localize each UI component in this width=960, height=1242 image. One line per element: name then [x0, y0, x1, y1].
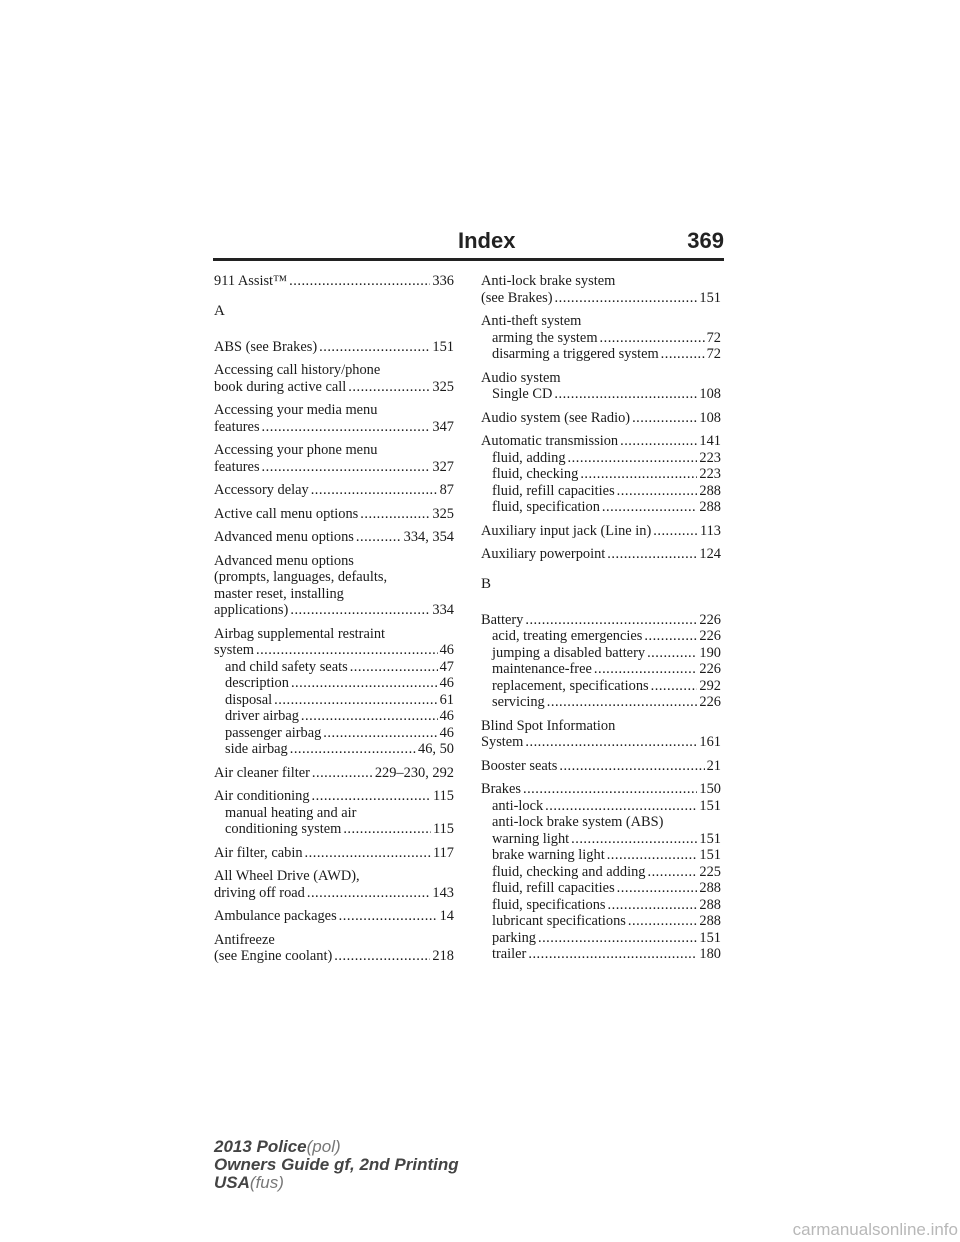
entry-page-ref: 46, 50 — [418, 741, 454, 757]
index-entry — [481, 370, 721, 403]
entry-term: fluid, adding — [492, 449, 566, 466]
entry-term: Air filter, cabin — [214, 844, 303, 861]
entry-term: (see Engine coolant) — [214, 948, 333, 964]
index-entry — [214, 273, 454, 290]
entry-page-ref: 288 — [699, 880, 721, 896]
entry-page-ref: 218 — [432, 948, 454, 964]
index-entry — [481, 313, 721, 363]
dot-leader — [343, 821, 431, 838]
footer-market-code: (fus) — [249, 1173, 284, 1192]
dot-leader — [647, 645, 697, 662]
index-subentry-line — [481, 330, 721, 347]
index-entry — [214, 362, 454, 395]
dot-leader — [290, 602, 430, 619]
dot-leader — [617, 880, 698, 897]
dot-leader — [262, 419, 431, 436]
entry-page-ref: 47 — [439, 658, 454, 675]
index-subentry-line — [214, 805, 454, 822]
index-entry-line — [214, 506, 454, 523]
header-rule — [213, 258, 724, 261]
index-entry — [481, 758, 721, 775]
index-entry-line — [214, 553, 454, 570]
entry-term: Accessing your media menu — [214, 402, 378, 418]
index-subentry-line — [214, 821, 454, 838]
index-entry-line — [214, 765, 454, 782]
entry-term: system — [214, 642, 254, 658]
entry-page-ref: 226 — [699, 694, 721, 710]
index-subentry-line — [481, 386, 721, 403]
index-entry — [214, 339, 454, 356]
entry-term: Advanced menu options — [214, 529, 354, 545]
entry-term: disposal — [225, 691, 273, 708]
index-entry-line — [481, 273, 721, 290]
dot-leader — [291, 675, 438, 692]
entry-term: lubricant specifications — [492, 913, 626, 929]
dot-leader — [644, 628, 697, 645]
entry-term: ABS (see Brakes) — [214, 338, 318, 355]
index-entry — [481, 523, 721, 540]
index-entry-line — [214, 402, 454, 419]
footer — [214, 1138, 459, 1192]
entry-term: (see Brakes) — [481, 289, 553, 306]
entry-page-ref: 113 — [699, 522, 721, 539]
index-subentry-line — [481, 694, 721, 711]
page-title: Index — [458, 228, 516, 253]
index-subentry-line — [481, 466, 721, 483]
entry-term: servicing — [492, 694, 545, 710]
entry-term: book during active call — [214, 378, 347, 395]
dot-leader — [608, 897, 698, 914]
dot-leader — [256, 642, 438, 659]
entry-term: conditioning system — [225, 821, 342, 837]
entry-term: Accessory delay — [214, 482, 309, 498]
entry-term: fluid, refill capacities — [492, 880, 615, 896]
dot-leader — [628, 913, 698, 930]
entry-page-ref: 115 — [432, 788, 454, 804]
entry-page-ref: 46 — [439, 708, 454, 724]
entry-page-ref: 61 — [439, 691, 454, 708]
dot-leader — [568, 450, 698, 467]
index-subentry-line — [481, 483, 721, 500]
index-subentry-line — [481, 645, 721, 662]
dot-leader — [554, 386, 697, 403]
dot-leader — [348, 379, 430, 396]
index-entry — [481, 273, 721, 306]
dot-leader — [600, 330, 705, 347]
entry-page-ref: 46 — [439, 675, 454, 691]
dot-leader — [525, 612, 697, 629]
dot-leader — [290, 741, 416, 758]
index-subentry-line — [481, 346, 721, 363]
index-entry — [214, 626, 454, 758]
entry-term: master reset, installing — [214, 585, 344, 602]
dot-leader — [323, 725, 437, 742]
entry-term: anti-lock brake system (ABS) — [492, 814, 664, 830]
entry-term: Air cleaner filter — [214, 764, 310, 781]
index-entry — [214, 529, 454, 546]
entry-term: Auxiliary powerpoint — [481, 546, 606, 562]
entry-page-ref: 150 — [699, 781, 721, 797]
dot-leader — [305, 845, 431, 862]
dot-leader — [555, 290, 698, 307]
entry-term: parking — [492, 929, 536, 946]
entry-term: anti-lock — [492, 797, 544, 814]
index-entry — [214, 908, 454, 925]
entry-term: Advanced menu options — [214, 552, 354, 569]
entry-term: Battery — [481, 611, 524, 628]
entry-page-ref: 161 — [699, 734, 721, 750]
index-entry — [481, 410, 721, 427]
entry-page-ref: 124 — [699, 546, 721, 562]
entry-term: Auxiliary input jack (Line in) — [481, 522, 652, 539]
footer-line-1 — [214, 1138, 459, 1156]
entry-term: System — [481, 734, 524, 750]
entry-page-ref: 14 — [439, 908, 454, 924]
entry-term: fluid, specifications — [492, 896, 606, 913]
entry-page-ref: 288 — [699, 913, 721, 929]
entry-term: Audio system (see Radio) — [481, 409, 631, 426]
entry-term: Air conditioning — [214, 788, 310, 804]
dot-leader — [360, 506, 430, 523]
footer-guide: Owners Guide gf, 2nd Printing — [214, 1155, 459, 1174]
entry-term: Blind Spot Information — [481, 717, 616, 734]
entry-term: arming the system — [492, 329, 598, 346]
dot-leader — [311, 482, 438, 499]
dot-leader — [312, 788, 431, 805]
entry-page-ref: 334, 354 — [403, 529, 454, 545]
entry-term: Single CD — [492, 386, 553, 402]
dot-leader — [653, 523, 698, 540]
dot-leader — [356, 529, 402, 546]
footer-model-code: (pol) — [306, 1137, 341, 1156]
index-entry-line — [214, 482, 454, 499]
entry-term: and child safety seats — [225, 658, 348, 675]
dot-leader — [339, 908, 438, 925]
dot-leader — [334, 948, 430, 965]
entry-term: disarming a triggered system — [492, 346, 659, 362]
footer-line-3 — [214, 1174, 459, 1192]
footer-model: 2013 Police — [214, 1137, 307, 1156]
entry-term: description — [225, 675, 289, 691]
entry-term: jumping a disabled battery — [492, 644, 646, 661]
index-subentry-line — [214, 708, 454, 725]
index-entry-line — [214, 586, 454, 603]
entry-page-ref: 226 — [699, 611, 721, 628]
entry-term: driver airbag — [225, 708, 299, 724]
index-entry-line — [214, 529, 454, 546]
entry-page-ref: 72 — [706, 329, 721, 346]
entry-term: Automatic transmission — [481, 433, 619, 449]
index-subentry-line — [214, 659, 454, 676]
dot-leader — [523, 781, 697, 798]
index-entry-line — [481, 313, 721, 330]
entry-term: Antifreeze — [214, 931, 275, 948]
page-header — [213, 228, 724, 274]
index-entry-line — [481, 290, 721, 307]
index-entry — [481, 781, 721, 963]
dot-leader — [538, 930, 697, 947]
index-subentry-line — [481, 913, 721, 930]
entry-page-ref: 327 — [432, 458, 454, 475]
dot-leader — [312, 765, 373, 782]
entry-term: Booster seats — [481, 757, 558, 774]
entry-page-ref: 151 — [699, 847, 721, 863]
index-entry-line — [481, 718, 721, 735]
index-entry — [214, 402, 454, 435]
entry-page-ref: 223 — [699, 449, 721, 466]
index-entry-line — [481, 433, 721, 450]
index-subentry-line — [481, 880, 721, 897]
entry-term: features — [214, 458, 260, 475]
dot-leader — [545, 798, 697, 815]
index-entry-line — [214, 379, 454, 396]
index-entry — [214, 788, 454, 838]
dot-leader — [350, 659, 438, 676]
entry-page-ref: 87 — [439, 482, 454, 498]
index-entry — [214, 932, 454, 965]
entry-term: All Wheel Drive (AWD), — [214, 868, 360, 884]
index-subentry-line — [481, 864, 721, 881]
watermark: carmanualsonline.info — [792, 1220, 958, 1239]
index-entry-line — [481, 523, 721, 540]
dot-leader — [617, 483, 698, 500]
index-entry-line — [214, 948, 454, 965]
index-entry-line — [214, 626, 454, 643]
dot-leader — [607, 546, 697, 563]
entry-term: trailer — [492, 946, 527, 962]
index-entry-line — [214, 932, 454, 949]
dot-leader — [274, 692, 437, 709]
entry-term: (prompts, languages, defaults, — [214, 569, 388, 585]
entry-page-ref: 151 — [699, 289, 721, 306]
index-entry — [481, 546, 721, 563]
entry-term: side airbag — [225, 741, 288, 757]
entry-page-ref: 72 — [706, 346, 721, 362]
index-entry-line — [214, 273, 454, 290]
index-entry-line — [214, 569, 454, 586]
entry-term: acid, treating emergencies — [492, 628, 643, 644]
index-entry — [214, 845, 454, 862]
entry-page-ref: 347 — [432, 418, 454, 435]
entry-page-ref: 325 — [432, 378, 454, 395]
entry-term: Anti-theft system — [481, 313, 582, 329]
index-entry-line — [214, 339, 454, 356]
entry-page-ref: 334 — [432, 602, 454, 618]
entry-page-ref: 336 — [432, 273, 454, 289]
entry-term: fluid, checking — [492, 466, 579, 482]
entry-page-ref: 288 — [699, 499, 721, 515]
index-entry-line — [481, 734, 721, 751]
entry-term: warning light — [492, 830, 570, 847]
entry-page-ref: 21 — [706, 757, 721, 774]
dot-leader — [620, 433, 697, 450]
index-entry — [214, 765, 454, 782]
entry-term: fluid, checking and adding — [492, 863, 646, 880]
index-column-left — [214, 273, 454, 972]
entry-term: applications) — [214, 602, 289, 618]
index-entry — [214, 868, 454, 901]
index-entry-line — [481, 546, 721, 563]
index-subentry-line — [214, 692, 454, 709]
dot-leader — [289, 273, 430, 290]
entry-term: passenger airbag — [225, 724, 322, 741]
index-subentry-line — [214, 725, 454, 742]
entry-page-ref: 223 — [699, 466, 721, 482]
entry-page-ref: 108 — [699, 409, 721, 426]
entry-term: Accessing call history/phone — [214, 362, 381, 378]
index-entry-line — [214, 868, 454, 885]
entry-page-ref: 226 — [699, 628, 721, 644]
entry-term: brake warning light — [492, 847, 605, 863]
index-letter-heading: B — [481, 575, 492, 592]
index-subentry-line — [481, 946, 721, 963]
entry-term: Ambulance packages — [214, 908, 337, 924]
entry-page-ref: 226 — [699, 661, 721, 677]
index-subentry-line — [214, 675, 454, 692]
index-subentry-line — [481, 831, 721, 848]
index-entry-line — [214, 642, 454, 659]
entry-page-ref: 292 — [699, 677, 721, 694]
index-subentry-line — [481, 814, 721, 831]
dot-leader — [528, 946, 697, 963]
footer-market: USA — [214, 1173, 250, 1192]
dot-leader — [307, 885, 431, 902]
entry-page-ref: 151 — [699, 929, 721, 946]
entry-term: replacement, specifications — [492, 677, 649, 694]
index-entry — [481, 718, 721, 751]
dot-leader — [301, 708, 438, 725]
dot-leader — [661, 346, 705, 363]
dot-leader — [559, 758, 704, 775]
index-entry — [214, 506, 454, 523]
index-entry — [481, 612, 721, 711]
index-subentry-line — [481, 930, 721, 947]
entry-term: fluid, specification — [492, 499, 600, 515]
dot-leader — [647, 864, 697, 881]
index-subentry-line — [481, 678, 721, 695]
dot-leader — [547, 694, 698, 711]
index-entry — [481, 433, 721, 516]
index-entry-line — [214, 362, 454, 379]
index-entry — [214, 442, 454, 475]
index-column-right — [481, 273, 721, 970]
entry-term: Active call menu options — [214, 505, 359, 522]
index-entry — [214, 553, 454, 619]
entry-term: fluid, refill capacities — [492, 482, 615, 499]
dot-leader — [594, 661, 698, 678]
entry-page-ref: 141 — [699, 433, 721, 449]
index-entry-line — [481, 370, 721, 387]
entry-page-ref: 225 — [699, 863, 721, 880]
entry-term: maintenance-free — [492, 661, 592, 677]
index-entry-line — [214, 908, 454, 925]
entry-term: Anti-lock brake system — [481, 273, 616, 289]
dot-leader — [571, 831, 697, 848]
dot-leader — [632, 410, 697, 427]
index-subentry-line — [481, 847, 721, 864]
entry-term: Accessing your phone menu — [214, 442, 378, 458]
entry-term: Brakes — [481, 781, 521, 797]
index-entry-line — [214, 885, 454, 902]
entry-page-ref: 115 — [432, 821, 454, 837]
index-subentry-line — [481, 661, 721, 678]
index-letter-heading: A — [214, 302, 225, 319]
index-subentry-line — [481, 450, 721, 467]
entry-page-ref: 151 — [432, 338, 454, 355]
index-subentry-line — [481, 798, 721, 815]
index-entry-line — [214, 419, 454, 436]
entry-term: Audio system — [481, 369, 561, 386]
dot-leader — [580, 466, 697, 483]
index-entry-line — [481, 612, 721, 629]
entry-page-ref: 117 — [432, 844, 454, 861]
entry-page-ref: 288 — [699, 482, 721, 499]
entry-page-ref: 151 — [699, 830, 721, 847]
entry-page-ref: 108 — [699, 386, 721, 402]
dot-leader — [651, 678, 698, 695]
index-entry-line — [214, 459, 454, 476]
entry-page-ref: 151 — [699, 797, 721, 814]
index-entry-line — [214, 602, 454, 619]
footer-line-2 — [214, 1156, 459, 1174]
dot-leader — [607, 847, 698, 864]
entry-page-ref: 46 — [439, 724, 454, 741]
page-number: 369 — [687, 228, 724, 253]
index-subentry-line — [481, 499, 721, 516]
index-entry — [214, 482, 454, 499]
index-entry-line — [214, 845, 454, 862]
index-subentry-line — [481, 897, 721, 914]
entry-page-ref: 229–230, 292 — [374, 764, 454, 781]
index-subentry-line — [481, 628, 721, 645]
index-entry-line — [214, 442, 454, 459]
entry-page-ref: 180 — [699, 946, 721, 962]
entry-page-ref: 46 — [439, 642, 454, 658]
dot-leader — [262, 459, 431, 476]
index-entry-line — [481, 781, 721, 798]
dot-leader — [602, 499, 698, 516]
index-entry-line — [481, 410, 721, 427]
dot-leader — [525, 734, 697, 751]
entry-term: 911 Assist™ — [214, 273, 288, 289]
entry-page-ref: 190 — [699, 644, 721, 661]
entry-page-ref: 288 — [699, 896, 721, 913]
entry-term: features — [214, 418, 260, 435]
index-subentry-line — [214, 741, 454, 758]
entry-term: manual heating and air — [225, 804, 357, 821]
entry-page-ref: 325 — [432, 505, 454, 522]
index-entry-line — [481, 758, 721, 775]
entry-page-ref: 143 — [432, 884, 454, 901]
dot-leader — [319, 339, 430, 356]
entry-term: Airbag supplemental restraint — [214, 625, 386, 642]
entry-term: driving off road — [214, 884, 305, 901]
index-entry-line — [214, 788, 454, 805]
